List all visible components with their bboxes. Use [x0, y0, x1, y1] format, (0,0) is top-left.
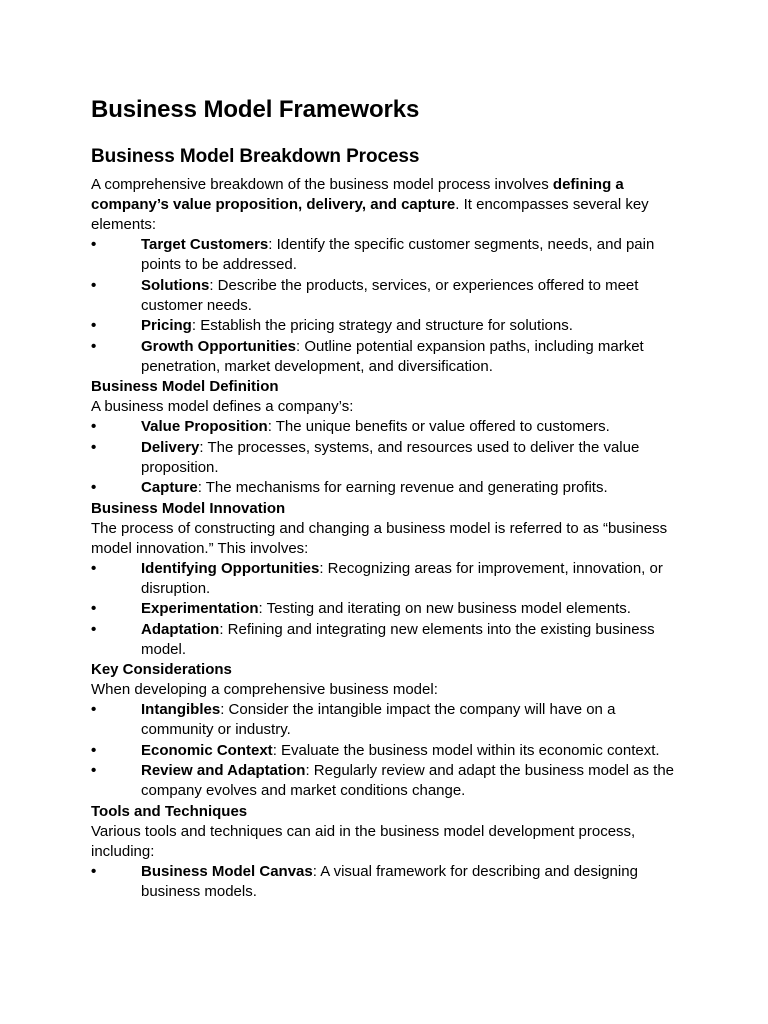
item-term: Identifying Opportunities: [141, 559, 320, 577]
list-item: [91, 276, 691, 316]
bullet-icon: •: [91, 479, 97, 496]
section-intro: [91, 175, 691, 235]
item-desc: : Outline potential expansion paths, including market penetration, market development, and diversification.: [141, 337, 644, 375]
list-item: [91, 862, 691, 902]
document-page: [91, 94, 691, 902]
bullet-icon: •: [91, 701, 97, 718]
list-item: [91, 559, 691, 599]
definition-list: [91, 417, 691, 498]
item-desc: : A visual framework for describing and designing business models.: [141, 862, 638, 900]
bullet-icon: •: [91, 418, 97, 435]
item-desc: : Consider the intangible impact the company will have on a community or industry.: [141, 701, 616, 738]
bullet-icon: •: [91, 559, 97, 577]
item-term: Delivery: [141, 438, 200, 456]
item-term: Economic Context: [141, 741, 273, 759]
intro-emphasis: defining a company’s value proposition, delivery, and capture: [91, 176, 624, 213]
list-item: [91, 235, 691, 275]
item-desc: : Regularly review and adapt the business model as the company evolves and market conditions change.: [141, 762, 675, 799]
item-desc: : The mechanisms for earning revenue and generating profits.: [197, 479, 608, 496]
list-item: [91, 761, 691, 801]
innovation-heading: Business Model Innovation: [91, 499, 286, 517]
item-term: Experimentation: [141, 600, 259, 617]
bullet-icon: •: [91, 337, 97, 355]
bullet-icon: •: [91, 317, 97, 334]
item-desc: : Establish the pricing strategy and structure for solutions.: [191, 317, 573, 334]
list-item: [91, 478, 691, 498]
bullet-icon: •: [91, 276, 97, 294]
item-term: Review and Adaptation: [141, 762, 306, 779]
item-term: Intangibles: [141, 701, 221, 718]
item-desc: : Recognizing areas for improvement, innovation, or disruption.: [141, 559, 663, 597]
item-term: Target Customers: [141, 236, 269, 253]
item-desc: : The unique benefits or value offered to customers.: [267, 418, 610, 435]
bullet-icon: •: [91, 762, 97, 779]
item-desc: : Evaluate the business model within its economic context.: [272, 741, 660, 759]
bullet-icon: •: [91, 741, 97, 759]
item-desc: : Describe the products, services, or experiences offered to meet customer needs.: [141, 276, 639, 314]
list-item: [91, 337, 691, 377]
item-desc: : The processes, systems, and resources used to deliver the value proposition.: [141, 438, 640, 476]
document-title: Business Model Frameworks: [91, 96, 420, 123]
item-desc: : Identify the specific customer segments, needs, and pain points to be addressed.: [141, 236, 655, 273]
item-term: Growth Opportunities: [141, 337, 296, 355]
section-title: Business Model Breakdown Process: [91, 146, 420, 167]
considerations-heading: Key Considerations: [91, 661, 232, 678]
item-desc: : Testing and iterating on new business model elements.: [258, 600, 631, 617]
item-term: Value Proposition: [141, 418, 268, 435]
innovation-intro: The process of constructing and changing a business model is referred to as “business model innovation.” This involves:: [91, 519, 668, 557]
tools-intro: Various tools and techniques can aid in the business model development process, including:: [91, 822, 636, 860]
definition-heading: Business Model Definition: [91, 378, 279, 395]
list-item: [91, 316, 691, 336]
tools-list: [91, 862, 691, 902]
item-desc: : Refining and integrating new elements into the existing business model.: [141, 620, 655, 658]
considerations-intro: When developing a comprehensive business model:: [91, 681, 438, 698]
tools-heading: Tools and Techniques: [91, 802, 248, 820]
item-term: Adaptation: [141, 620, 220, 638]
bullet-icon: •: [91, 236, 97, 253]
intro-text: A comprehensive breakdown of the business model process involves: [91, 176, 553, 193]
intro-text-end: . It encompasses several key elements:: [91, 196, 649, 233]
bullet-icon: •: [91, 438, 97, 456]
key-elements-list: [91, 235, 691, 377]
innovation-list: [91, 559, 691, 660]
list-item: [91, 417, 691, 437]
considerations-list: [91, 700, 691, 801]
bullet-icon: •: [91, 620, 97, 638]
list-item: [91, 620, 691, 660]
definition-intro: A business model defines a company’s:: [91, 398, 354, 415]
list-item: [91, 599, 691, 619]
list-item: [91, 700, 691, 740]
item-term: Pricing: [141, 317, 192, 334]
list-item: [91, 741, 691, 761]
item-term: Solutions: [141, 276, 210, 294]
bullet-icon: •: [91, 862, 97, 880]
item-term: Business Model Canvas: [141, 862, 313, 880]
item-term: Capture: [141, 479, 198, 496]
bullet-icon: •: [91, 600, 97, 617]
list-item: [91, 438, 691, 478]
